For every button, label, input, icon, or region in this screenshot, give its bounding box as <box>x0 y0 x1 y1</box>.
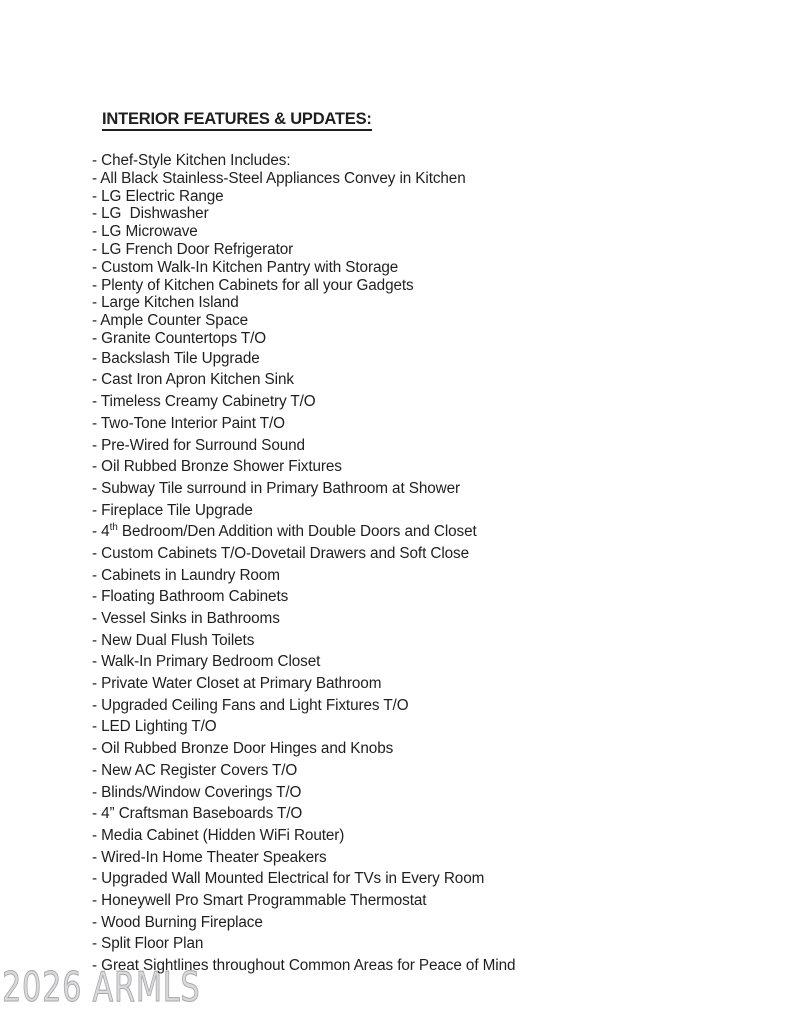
list-item: - Custom Walk-In Kitchen Pantry with Storage <box>92 258 399 276</box>
list-item: - Custom Cabinets T/O-Dovetail Drawers and Soft Close <box>92 544 469 562</box>
list-item: - Media Cabinet (Hidden WiFi Router) <box>92 826 345 844</box>
list-item: - Fireplace Tile Upgrade <box>92 501 253 519</box>
list-item: - Upgraded Wall Mounted Electrical for TVs in Every Room <box>92 870 485 888</box>
list-item: - Backslash Tile Upgrade <box>92 349 260 367</box>
list-item: - Upgraded Ceiling Fans and Light Fixtures T/O <box>92 696 409 714</box>
list-item: - LED Lighting T/O <box>92 718 217 736</box>
list-item: - Wired-In Home Theater Speakers <box>92 848 327 866</box>
list-item: - Walk-In Primary Bedroom Closet <box>92 653 321 671</box>
list-item: - LG Electric Range <box>92 187 224 205</box>
list-item: - Honeywell Pro Smart Programmable Thermostat <box>92 891 427 909</box>
list-item: - Blinds/Window Coverings T/O <box>92 783 302 801</box>
list-item: - Pre-Wired for Surround Sound <box>92 436 305 454</box>
list-item: - Oil Rubbed Bronze Shower Fixtures <box>92 458 342 476</box>
list-item: - 4” Craftsman Baseboards T/O <box>92 805 303 823</box>
page-title-text: INTERIOR FEATURES & UPDATES: <box>102 110 372 131</box>
list-item: - Floating Bathroom Cabinets <box>92 588 289 606</box>
list-item: - All Black Stainless-Steel Appliances Convey in Kitchen <box>92 169 466 187</box>
list-item: - Cast Iron Apron Kitchen Sink <box>92 371 294 389</box>
list-item: - Chef-Style Kitchen Includes: <box>92 152 291 169</box>
armls-watermark: 2026 ARMLS <box>2 963 201 1011</box>
features-list <box>92 152 515 977</box>
list-item: - Great Sightlines throughout Common Areas for Peace of Mind <box>92 957 516 975</box>
list-item: - LG Dishwasher <box>92 205 209 223</box>
list-item: - New Dual Flush Toilets <box>92 631 255 649</box>
list-item: - Oil Rubbed Bronze Door Hinges and Knobs <box>92 740 394 758</box>
list-item: - Large Kitchen Island <box>92 294 239 312</box>
list-item: - Plenty of Kitchen Cabinets for all your Gadgets <box>92 276 414 294</box>
list-item: - Ample Counter Space <box>92 312 249 330</box>
list-item: - Vessel Sinks in Bathrooms <box>92 610 280 628</box>
list-item: - Wood Burning Fireplace <box>92 913 263 931</box>
list-item: - New AC Register Covers T/O <box>92 761 298 779</box>
list-item: - Cabinets in Laundry Room <box>92 566 280 584</box>
list-item: - LG Microwave <box>92 223 198 241</box>
page-title <box>102 110 372 129</box>
list-item: - LG French Door Refrigerator <box>92 240 294 258</box>
list-item: - Split Floor Plan <box>92 935 204 953</box>
list-item: - Subway Tile surround in Primary Bathroom at Shower <box>92 479 461 497</box>
list-item: - Two-Tone Interior Paint T/O <box>92 414 285 432</box>
list-item: - Private Water Closet at Primary Bathroom <box>92 675 382 693</box>
list-item: - Granite Countertops T/O <box>92 329 267 347</box>
list-item: - 4th Bedroom/Den Addition with Double Doors and Closet <box>92 522 477 541</box>
list-item: - Timeless Creamy Cabinetry T/O <box>92 393 316 411</box>
